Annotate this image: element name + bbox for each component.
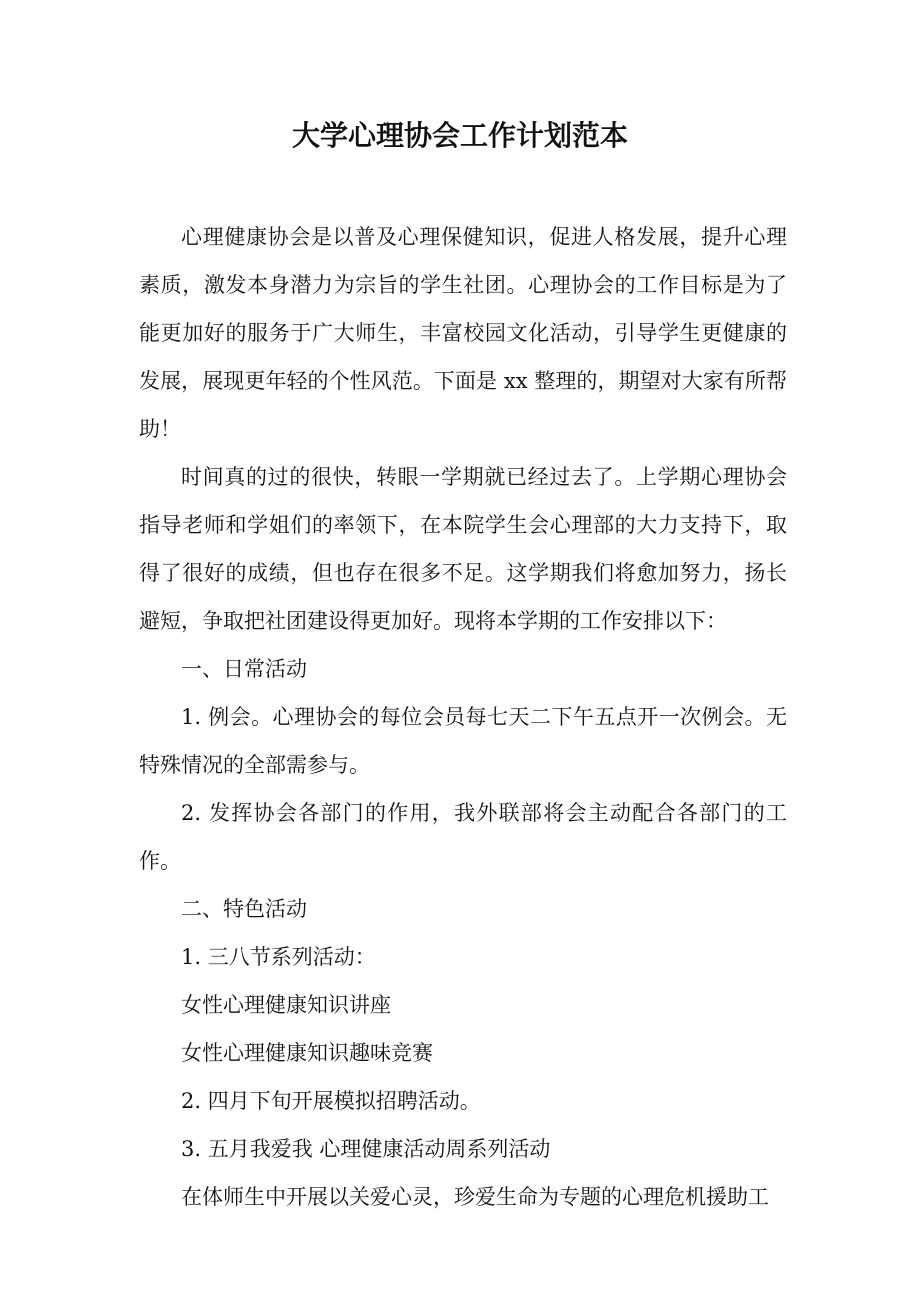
daily-item-meeting: 1. 例会。心理协会的每位会员每七天二下午五点开一次例会。无特殊情况的全部需参与。 [139, 705, 787, 777]
special-subitem-lecture: 女性心理健康知识讲座 [181, 993, 391, 1017]
special-item-mental-health-week: 3. 五月我爱我 心理健康活动周系列活动 [181, 1137, 551, 1161]
special-subitem-contest: 女性心理健康知识趣味竞赛 [181, 1041, 433, 1065]
special-item-womens-day: 1. 三八节系列活动： [181, 945, 376, 969]
daily-item-departments: 2. 发挥协会各部门的作用，我外联部将会主动配合各部门的工作。 [139, 801, 787, 873]
section-heading-daily: 一、日常活动 [181, 657, 307, 681]
special-item-recruitment: 2. 四月下旬开展模拟招聘活动。 [181, 1089, 481, 1113]
section-heading-special: 二、特色活动 [181, 897, 307, 921]
context-paragraph: 时间真的过的很快，转眼一学期就已经过去了。上学期心理协会指导老师和学姐们的率领下，在本院学生会心理部的大力支持下，取得了很好的成绩，但也存在很多不足。这学期我们将愈加努力，扬长避短，争取把社团建设得更加好。现将本学期的工作安排以下： [139, 465, 787, 633]
special-item-description: 在体师生中开展以关爱心灵，珍爱生命为专题的心理危机援助工 [181, 1185, 769, 1209]
intro-paragraph: 心理健康协会是以普及心理保健知识，促进人格发展，提升心理素质，激发本身潜力为宗旨的学生社团。心理协会的工作目标是为了能更加好的服务于广大师生，丰富校园文化活动，引导学生更健康的发展，展现更年轻的个性风范。下面是 xx 整理的，期望对大家有所帮助！ [139, 225, 787, 441]
document-title: 大学心理协会工作计划范本 [291, 119, 628, 152]
document-body [139, 213, 787, 1221]
